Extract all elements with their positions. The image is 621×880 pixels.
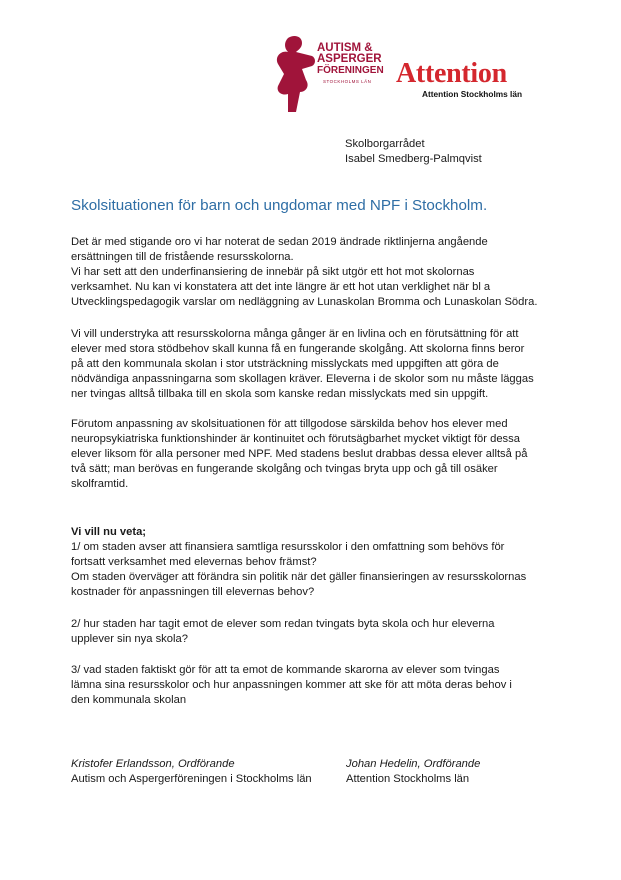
signature-right <box>346 757 480 787</box>
text-line: elever med stora stödbehov skall kunna få en fungerande skolgång. Att skolorna finns beror <box>71 343 525 355</box>
attention-subtitle: Attention Stockholms län <box>422 89 523 99</box>
logo-line-4: STOCKHOLMS LÄN <box>323 79 372 84</box>
text-line: på att den kommunala skolan i stor utsträckning misslyckats med uppgiften att göra de <box>71 358 499 370</box>
recipient-block <box>345 137 482 167</box>
text-line: Vi vill understryka att resursskolorna många gånger är en livlina och en förutsättning för att <box>71 328 519 340</box>
text-line: Förutom anpassning av skolsituationen för att tillgodose särskilda behov hos elever med <box>71 418 508 430</box>
attention-title: Attention <box>396 58 507 89</box>
paragraph-3 <box>71 417 556 492</box>
text-line: ersättningen till de fristående resursskolorna. <box>71 251 294 263</box>
text-line: två sätt; man berövas en fungerande skolgång och tvingas bryta upp och gå till osäker <box>71 463 498 475</box>
logo-line-1: AUTISM & <box>317 42 373 54</box>
text-line: nödvändiga anpassningarna som skollagen kräver. Eleverna i de skolor som nu måste läggas <box>71 373 534 385</box>
recipient-line-2: Isabel Smedberg-Palmqvist <box>345 153 482 165</box>
questions-heading: Vi vill nu veta; <box>71 526 147 538</box>
question-1 <box>71 540 556 600</box>
text-line: Utvecklingspedagogik varslar om nedläggning av Lunaskolan Bromma och Lunaskolan Södra. <box>71 296 538 308</box>
text-line: 3/ vad staden faktiskt gör för att ta emot de kommande skarorna av elever som tvingas <box>71 664 500 676</box>
signer-org: Autism och Aspergerföreningen i Stockholms län <box>71 773 312 785</box>
text-line: lämna sina resursskolor och hur anpassningen kommer att ske för att möta deras behov i <box>71 679 512 691</box>
autism-asperger-logo <box>272 34 392 114</box>
text-line: den kommunala skolan <box>71 694 187 706</box>
text-line: elever liksom för alla personer med NPF. Med stadens beslut drabbas dessa elever alltså på <box>71 448 528 460</box>
text-line: neuropsykiatriska funktionshinder är kontinuitet och förutsägbarhet mycket viktigt för dessa <box>71 433 520 445</box>
question-3 <box>71 663 556 708</box>
signer-org: Attention Stockholms län <box>346 773 470 785</box>
puzzle-figure-icon <box>272 34 318 114</box>
signature-left <box>71 757 312 787</box>
attention-logo <box>396 59 546 99</box>
text-line: fortsatt verksamhet med elevernas behov främst? <box>71 556 317 568</box>
text-line: Om staden överväger att förändra sin politik när det gäller finansieringen av resursskolornas <box>71 571 527 583</box>
text-line: skolframtid. <box>71 478 129 490</box>
logo-line-3: FÖRENINGEN <box>317 65 384 76</box>
recipient-line-1: Skolborgarrådet <box>345 138 425 150</box>
logo-line-2: ASPERGER <box>317 53 382 65</box>
text-line: upplever sin nya skola? <box>71 633 188 645</box>
text-line: ner tvingas alltså tillbaka till en skola som kanske redan misslyckats med sin uppgift. <box>71 388 489 400</box>
text-line: 1/ om staden avser att finansiera samtliga resursskolor i den omfattning som behövs för <box>71 541 505 553</box>
text-line: verksamhet. Nu kan vi konstatera att det inte längre är ett hot utan verklighet när bl a <box>71 281 491 293</box>
paragraph-1 <box>71 235 556 310</box>
paragraph-2 <box>71 327 556 402</box>
text-line: 2/ hur staden har tagit emot de elever som redan tvingats byta skola och hur eleverna <box>71 618 495 630</box>
text-line: Det är med stigande oro vi har noterat de sedan 2019 ändrade riktlinjerna angående <box>71 236 488 248</box>
signer-name: Kristofer Erlandsson, Ordförande <box>71 758 235 770</box>
question-2 <box>71 617 556 647</box>
signer-name: Johan Hedelin, Ordförande <box>346 758 481 770</box>
page-title: Skolsituationen för barn och ungdomar med NPF i Stockholm. <box>71 197 488 214</box>
text-line: Vi har sett att den underfinansiering de innebär på sikt utgör ett hot mot skolornas <box>71 266 475 278</box>
text-line: kostnader för anpassningen till elevernas behov? <box>71 586 315 598</box>
